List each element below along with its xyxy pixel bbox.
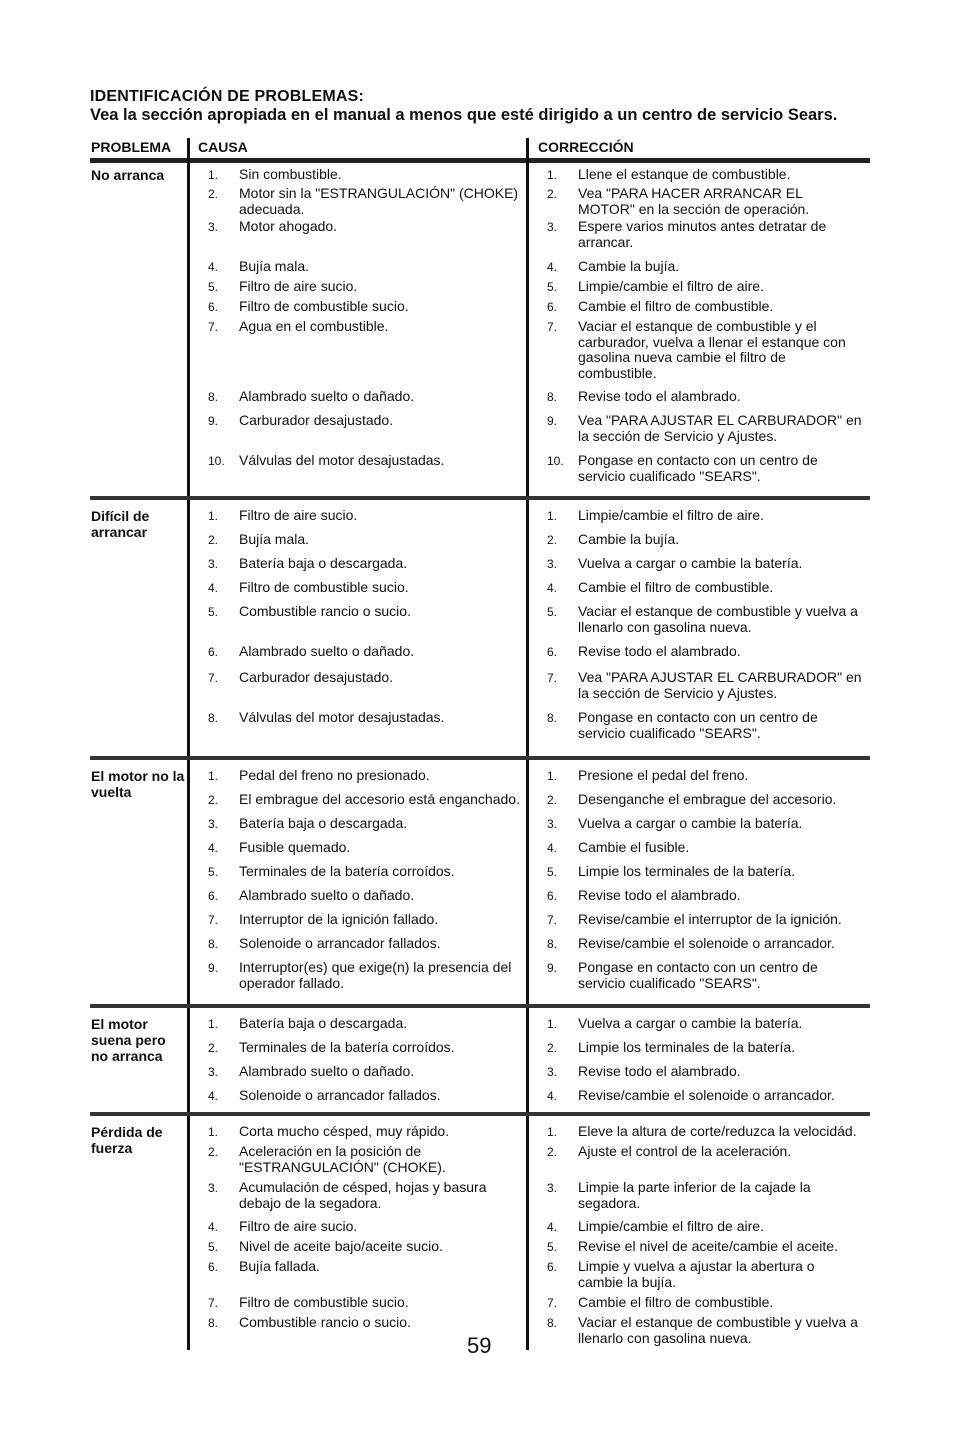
correction-number: 8. xyxy=(547,937,558,951)
cause-text: Batería baja o descargada. xyxy=(239,815,408,831)
correction-text: Ajuste el control de la aceleración. xyxy=(578,1143,792,1159)
correction-number: 10. xyxy=(547,454,564,468)
cause-text: Nivel de aceite bajo/aceite sucio. xyxy=(239,1238,443,1254)
correction-text: Espere varios minutos antes detratar de arrancar. xyxy=(578,218,827,250)
correction-text: Revise todo el alambrado. xyxy=(578,1063,741,1079)
cause-number: 2. xyxy=(208,1041,219,1055)
cause-text: Alambrado suelto o dañado. xyxy=(239,887,415,903)
cause-text: Terminales de la batería corroídos. xyxy=(239,1039,455,1055)
cause-text: Fusible quemado. xyxy=(239,839,351,855)
correction-number: 4. xyxy=(547,581,558,595)
correction-text: Vuelva a cargar o cambie la batería. xyxy=(578,1015,803,1031)
cause-number: 2. xyxy=(208,793,219,807)
cause-text: Acumulación de césped, hojas y basura debajo de la segadora. xyxy=(239,1179,487,1211)
cause-text: Combustible rancio o sucio. xyxy=(239,1314,411,1330)
cause-number: 6. xyxy=(208,889,219,903)
correction-number: 2. xyxy=(547,1041,558,1055)
cause-text: Corta mucho césped, muy rápido. xyxy=(239,1123,450,1139)
correction-text: Revise todo el alambrado. xyxy=(578,388,741,404)
correction-number: 9. xyxy=(547,961,558,975)
correction-text: Vuelva a cargar o cambie la batería. xyxy=(578,815,803,831)
cause-text: Carburador desajustado. xyxy=(239,412,394,428)
problem-label: El motor suena pero no arranca xyxy=(91,1016,166,1064)
correction-text: Limpie/cambie el filtro de aire. xyxy=(578,507,764,523)
correction-text: Limpie los terminales de la batería. xyxy=(578,863,796,879)
cause-text: Bujía mala. xyxy=(239,258,310,274)
cause-text: Batería baja o descargada. xyxy=(239,555,408,571)
correction-number: 3. xyxy=(547,1065,558,1079)
correction-number: 1. xyxy=(547,1125,558,1139)
cause-number: 1. xyxy=(208,1017,219,1031)
cause-text: Interruptor(es) que exige(n) la presencia del operador fallado. xyxy=(239,959,512,991)
problem-label: No arranca xyxy=(91,167,165,183)
cause-number: 4. xyxy=(208,1089,219,1103)
correction-number: 3. xyxy=(547,1181,558,1195)
cause-text: Bujía mala. xyxy=(239,531,310,547)
correction-number: 2. xyxy=(547,187,558,201)
cause-number: 6. xyxy=(208,645,219,659)
correction-number: 4. xyxy=(547,841,558,855)
header-cause: CAUSA xyxy=(198,139,248,155)
cause-number: 1. xyxy=(208,769,219,783)
section-divider xyxy=(90,1112,870,1116)
correction-number: 5. xyxy=(547,280,558,294)
correction-text: Cambie el fusible. xyxy=(578,839,690,855)
cause-number: 3. xyxy=(208,220,219,234)
correction-text: Revise todo el alambrado. xyxy=(578,643,741,659)
correction-text: Llene el estanque de combustible. xyxy=(578,166,791,182)
correction-number: 5. xyxy=(547,865,558,879)
correction-number: 7. xyxy=(547,671,558,685)
page-title: IDENTIFICACIÓN DE PROBLEMAS: xyxy=(90,88,365,105)
cause-number: 7. xyxy=(208,671,219,685)
cause-text: El embrague del accesorio está enganchado. xyxy=(239,791,520,807)
correction-text: Pongase en contacto con un centro de servicio cualificado "SEARS". xyxy=(578,452,818,484)
cause-number: 9. xyxy=(208,961,219,975)
cause-text: Filtro de combustible sucio. xyxy=(239,1294,409,1310)
problem-label: El motor no la vuelta xyxy=(91,768,185,800)
correction-text: Revise/cambie el solenoide o arrancador. xyxy=(578,935,835,951)
problem-label: Pérdida de fuerza xyxy=(91,1124,163,1156)
cause-text: Filtro de combustible sucio. xyxy=(239,298,409,314)
correction-number: 4. xyxy=(547,260,558,274)
cause-number: 7. xyxy=(208,913,219,927)
correction-text: Cambie la bujía. xyxy=(578,531,680,547)
correction-text: Presione el pedal del freno. xyxy=(578,767,749,783)
correction-number: 6. xyxy=(547,300,558,314)
cause-number: 7. xyxy=(208,320,219,334)
correction-number: 1. xyxy=(547,509,558,523)
cause-number: 10. xyxy=(208,454,225,468)
correction-text: Vea "PARA HACER ARRANCAR EL MOTOR" en la sección de operación. xyxy=(578,185,810,217)
correction-text: Pongase en contacto con un centro de servicio cualificado "SEARS". xyxy=(578,959,818,991)
correction-text: Limpie los terminales de la batería. xyxy=(578,1039,796,1055)
correction-number: 1. xyxy=(547,168,558,182)
section-divider xyxy=(90,756,870,760)
cause-number: 7. xyxy=(208,1296,219,1310)
column-divider-left xyxy=(187,138,190,1350)
cause-text: Motor sin la "ESTRANGULACIÓN" (CHOKE) adecuada. xyxy=(239,185,519,217)
correction-number: 3. xyxy=(547,220,558,234)
cause-number: 8. xyxy=(208,1316,219,1330)
cause-number: 5. xyxy=(208,605,219,619)
cause-number: 8. xyxy=(208,937,219,951)
correction-text: Pongase en contacto con un centro de servicio cualificado "SEARS". xyxy=(578,709,818,741)
correction-text: Limpie/cambie el filtro de aire. xyxy=(578,1218,764,1234)
cause-number: 5. xyxy=(208,1240,219,1254)
correction-number: 7. xyxy=(547,913,558,927)
page-number: 59 xyxy=(467,1333,492,1358)
correction-number: 7. xyxy=(547,1296,558,1310)
cause-text: Agua en el combustible. xyxy=(239,318,389,334)
cause-number: 3. xyxy=(208,557,219,571)
cause-number: 3. xyxy=(208,1181,219,1195)
cause-text: Filtro de aire sucio. xyxy=(239,278,358,294)
cause-text: Combustible rancio o sucio. xyxy=(239,603,411,619)
cause-number: 6. xyxy=(208,300,219,314)
cause-number: 1. xyxy=(208,168,219,182)
cause-text: Filtro de aire sucio. xyxy=(239,1218,358,1234)
cause-text: Pedal del freno no presionado. xyxy=(239,767,430,783)
correction-number: 7. xyxy=(547,320,558,334)
cause-text: Batería baja o descargada. xyxy=(239,1015,408,1031)
cause-text: Válvulas del motor desajustadas. xyxy=(239,452,445,468)
header-correction: CORRECCIÓN xyxy=(538,139,634,155)
correction-text: Revise/cambie el solenoide o arrancador. xyxy=(578,1087,835,1103)
cause-text: Interruptor de la ignición fallado. xyxy=(239,911,439,927)
page-subtitle: Vea la sección apropiada en el manual a menos que esté dirigido a un centro de servicio Sears. xyxy=(90,106,838,124)
correction-number: 6. xyxy=(547,645,558,659)
correction-number: 3. xyxy=(547,557,558,571)
cause-text: Solenoide o arrancador fallados. xyxy=(239,1087,441,1103)
cause-number: 2. xyxy=(208,533,219,547)
correction-number: 4. xyxy=(547,1089,558,1103)
correction-number: 5. xyxy=(547,605,558,619)
cause-text: Válvulas del motor desajustadas. xyxy=(239,709,445,725)
correction-text: Cambie el filtro de combustible. xyxy=(578,298,774,314)
correction-text: Limpie y vuelva a ajustar la abertura o cambie la bujía. xyxy=(578,1258,815,1290)
correction-text: Desenganche el embrague del accesorio. xyxy=(578,791,837,807)
correction-number: 2. xyxy=(547,793,558,807)
cause-number: 4. xyxy=(208,841,219,855)
cause-text: Bujía fallada. xyxy=(239,1258,320,1274)
cause-number: 8. xyxy=(208,711,219,725)
correction-number: 6. xyxy=(547,1260,558,1274)
correction-text: Vuelva a cargar o cambie la batería. xyxy=(578,555,803,571)
correction-number: 8. xyxy=(547,390,558,404)
cause-text: Terminales de la batería corroídos. xyxy=(239,863,455,879)
cause-number: 9. xyxy=(208,414,219,428)
cause-text: Alambrado suelto o dañado. xyxy=(239,643,415,659)
correction-text: Limpie la parte inferior de la cajade la segadora. xyxy=(578,1179,811,1211)
correction-number: 8. xyxy=(547,1316,558,1330)
cause-number: 1. xyxy=(208,509,219,523)
correction-number: 8. xyxy=(547,711,558,725)
correction-text: Cambie la bujía. xyxy=(578,258,680,274)
correction-text: Cambie el filtro de combustible. xyxy=(578,579,774,595)
correction-number: 1. xyxy=(547,769,558,783)
cause-text: Carburador desajustado. xyxy=(239,669,394,685)
section-divider xyxy=(90,1004,870,1008)
correction-text: Revise todo el alambrado. xyxy=(578,887,741,903)
header-rule xyxy=(90,158,870,163)
correction-text: Vea "PARA AJUSTAR EL CARBURADOR" en la sección de Servicio y Ajustes. xyxy=(578,412,862,444)
cause-text: Solenoide o arrancador fallados. xyxy=(239,935,441,951)
correction-number: 5. xyxy=(547,1240,558,1254)
cause-number: 5. xyxy=(208,280,219,294)
section-divider xyxy=(90,496,870,500)
cause-number: 3. xyxy=(208,817,219,831)
correction-text: Vaciar el estanque de combustible y el carburador, vuelva a llenar el estanque con gasolina nueva cambie el filtro de combustible. xyxy=(578,318,846,381)
cause-text: Motor ahogado. xyxy=(239,218,338,234)
cause-number: 4. xyxy=(208,260,219,274)
problem-label: Difícil de arrancar xyxy=(91,508,150,540)
correction-number: 1. xyxy=(547,1017,558,1031)
correction-text: Vaciar el estanque de combustible y vuelva a llenarlo con gasolina nueva. xyxy=(578,1314,858,1346)
correction-text: Vea "PARA AJUSTAR EL CARBURADOR" en la sección de Servicio y Ajustes. xyxy=(578,669,862,701)
cause-text: Alambrado suelto o dañado. xyxy=(239,1063,415,1079)
correction-text: Vaciar el estanque de combustible y vuelva a llenarlo con gasolina nueva. xyxy=(578,603,858,635)
cause-text: Filtro de aire sucio. xyxy=(239,507,358,523)
cause-number: 3. xyxy=(208,1065,219,1079)
cause-number: 4. xyxy=(208,1220,219,1234)
cause-text: Filtro de combustible sucio. xyxy=(239,579,409,595)
cause-text: Sin combustible. xyxy=(239,166,342,182)
correction-text: Eleve la altura de corte/reduzca la velocidád. xyxy=(578,1123,857,1139)
cause-text: Alambrado suelto o dañado. xyxy=(239,388,415,404)
cause-number: 4. xyxy=(208,581,219,595)
correction-text: Cambie el filtro de combustible. xyxy=(578,1294,774,1310)
correction-number: 2. xyxy=(547,1145,558,1159)
cause-text: Aceleración en la posición de "ESTRANGULACIÓN" (CHOKE). xyxy=(239,1143,446,1175)
cause-number: 5. xyxy=(208,865,219,879)
correction-number: 2. xyxy=(547,533,558,547)
cause-number: 2. xyxy=(208,187,219,201)
column-divider-right xyxy=(526,138,529,1350)
correction-text: Revise/cambie el interruptor de la ignición. xyxy=(578,911,842,927)
cause-number: 6. xyxy=(208,1260,219,1274)
correction-number: 9. xyxy=(547,414,558,428)
cause-number: 8. xyxy=(208,390,219,404)
correction-text: Limpie/cambie el filtro de aire. xyxy=(578,278,764,294)
correction-number: 6. xyxy=(547,889,558,903)
cause-number: 1. xyxy=(208,1125,219,1139)
correction-text: Revise el nivel de aceite/cambie el aceite. xyxy=(578,1238,838,1254)
correction-number: 3. xyxy=(547,817,558,831)
header-problem: PROBLEMA xyxy=(91,139,172,155)
cause-number: 2. xyxy=(208,1145,219,1159)
correction-number: 4. xyxy=(547,1220,558,1234)
